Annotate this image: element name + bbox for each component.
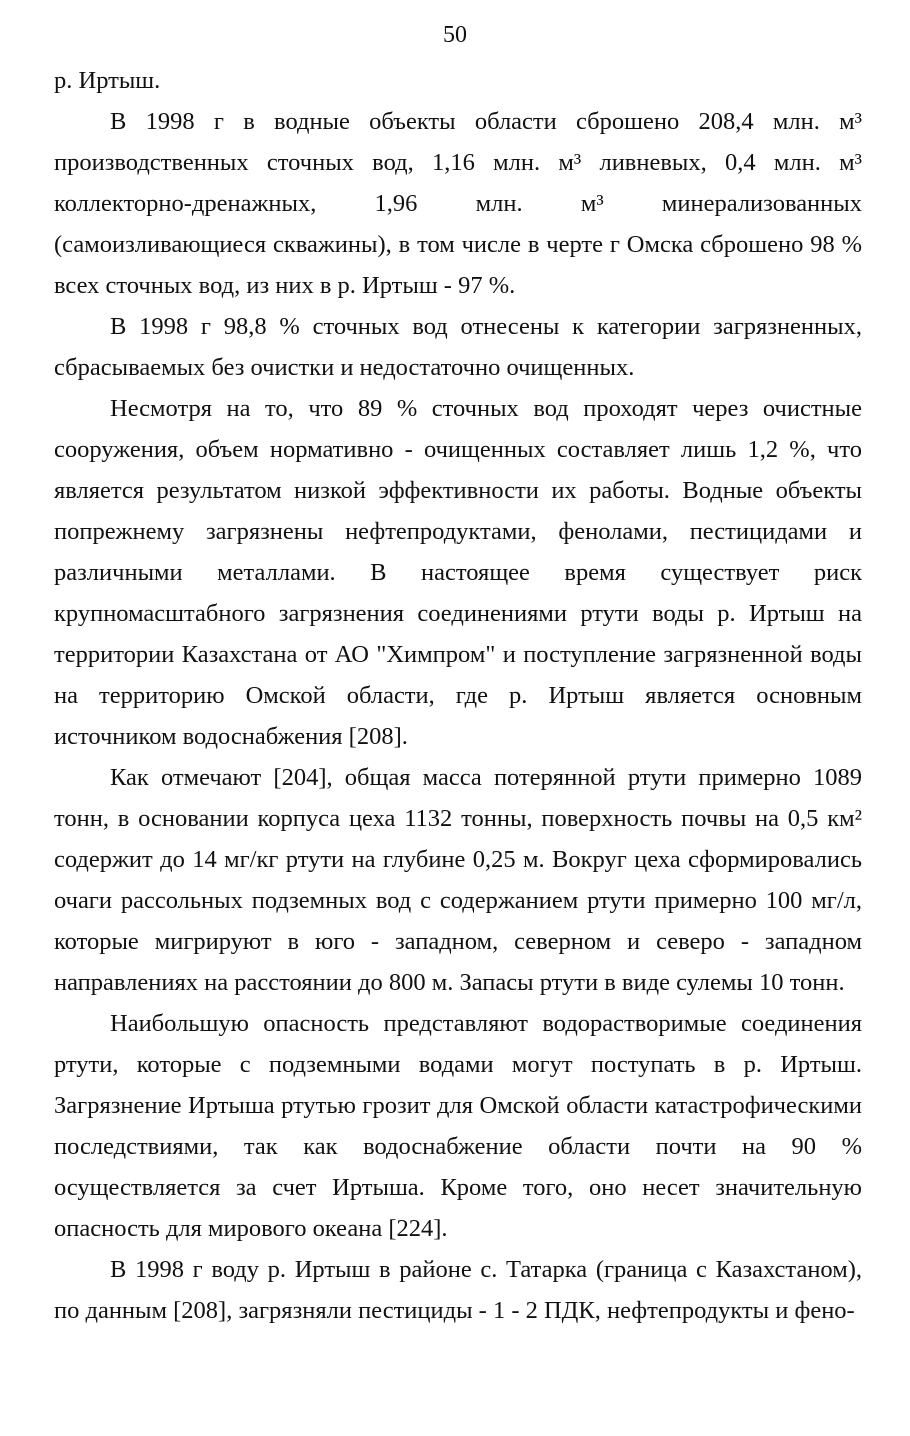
- paragraph-polluted-share: В 1998 г 98,8 % сточных вод отнесены к категории загрязненных, сбрасываемых без очистки и недостаточно очищенных.: [54, 313, 862, 381]
- paragraph-mercury-danger: Наибольшую опасность представляют водорастворимые соединения ртути, которые с подземными водами могут поступать в р. Иртыш. Загрязнение Иртыша ртутью грозит для Омской области катастрофическими последствиями, так как водоснабжение области почти на 90 % осуществляется за счет Иртыша. Кроме того, оно несет значительную опасность для мирового океана [224].: [54, 1010, 862, 1242]
- paragraph-tatarka-pollution: В 1998 г воду р. Иртыш в районе с. Татарка (граница с Казахстаном), по данным [208], загрязняли пестициды - 1 - 2 ПДК, нефтепродукты и фено-: [54, 1256, 862, 1324]
- paragraph-continuation: р. Иртыш.: [54, 67, 161, 94]
- body-text: [54, 60, 862, 1331]
- paragraph-wastewater-discharge: В 1998 г в водные объекты области сброшено 208,4 млн. м³ производственных сточных вод, 1,16 млн. м³ ливневых, 0,4 млн. м³ коллекторно-дренажных, 1,96 млн. м³ минерализованных (самоизливающиеся скважины), в том числе в черте г Омска сброшено 98 % всех сточных вод, из них в р. Иртыш - 97 %.: [54, 108, 862, 299]
- paragraph-treatment-efficiency: Несмотря на то, что 89 % сточных вод проходят через очистные сооружения, объем нормативно - очищенных составляет лишь 1,2 %, что является результатом низкой эффективности их работы. Водные объекты попрежнему загрязнены нефтепродуктами, фенолами, пестицидами и различными металлами. В настоящее время существует риск крупномасштабного загрязнения соединениями ртути воды р. Иртыш на территории Казахстана от АО "Химпром" и поступление загрязненной воды на территорию Омской области, где р. Иртыш является основным источником водоснабжения [208].: [54, 395, 862, 750]
- paragraph-mercury-mass: Как отмечают [204], общая масса потерянной ртути примерно 1089 тонн, в основании корпуса цеха 1132 тонны, поверхность почвы на 0,5 км² содержит до 14 мг/кг ртути на глубине 0,25 м. Вокруг цеха сформировались очаги рассольных подземных вод с содержанием ртути примерно 100 мг/л, которые мигрируют в юго - западном, северном и северо - западном направлениях на расстоянии до 800 м. Запасы ртути в виде сулемы 10 тонн.: [54, 764, 862, 996]
- page-number: 50: [443, 22, 467, 48]
